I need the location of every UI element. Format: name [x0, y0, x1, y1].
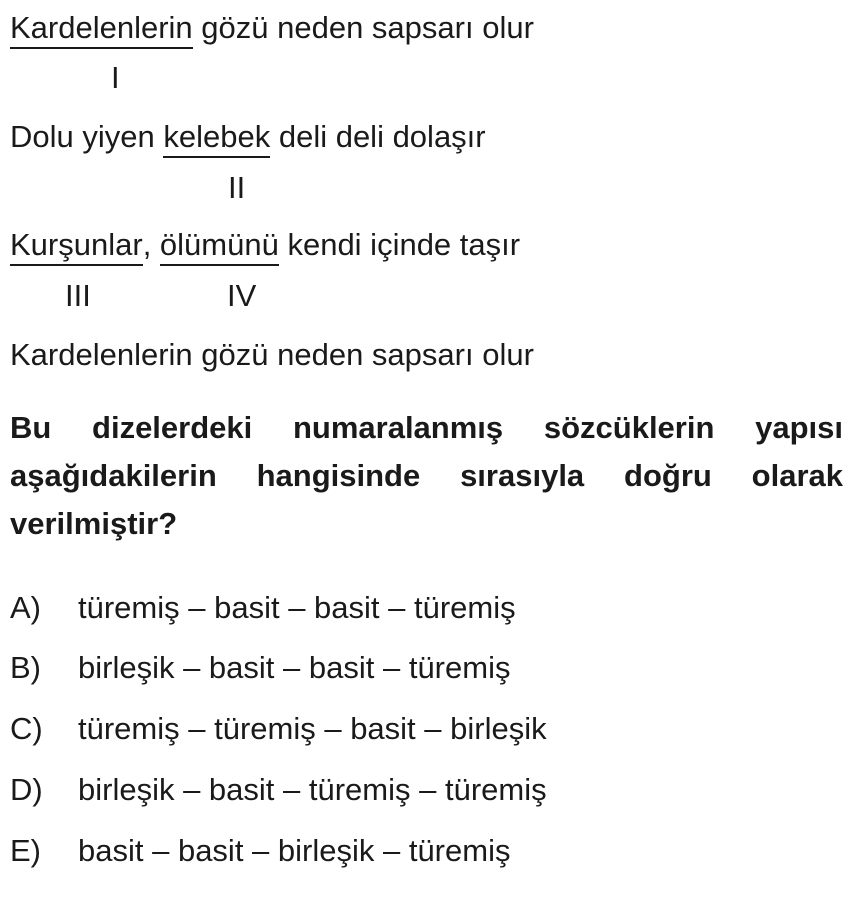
poem-line-3 — [10, 229, 520, 266]
poem-line-4: Kardelenlerin gözü neden sapsarı olur — [10, 337, 534, 372]
numeral-4: IV — [227, 278, 257, 313]
underlined-word-3: Kurşunlar — [10, 229, 143, 266]
underlined-word-4: ölümünü — [160, 229, 279, 266]
option-text: basit – basit – birleşik – türemiş — [78, 833, 511, 868]
numeral-2: II — [228, 170, 246, 205]
option-letter: C) — [10, 711, 43, 746]
option-text: türemiş – basit – basit – türemiş — [78, 590, 516, 625]
numeral-1: I — [111, 60, 120, 95]
option-text: türemiş – türemiş – basit – birleşik — [78, 711, 547, 746]
poem-line-3-rest: kendi içinde taşır — [278, 227, 521, 262]
option-e[interactable] — [10, 835, 510, 866]
poem-line-3-sep: , — [142, 227, 160, 262]
underlined-word-1: Kardelenlerin — [10, 12, 193, 49]
option-letter: D) — [10, 772, 43, 807]
option-b[interactable] — [10, 652, 510, 683]
numeral-3: III — [65, 278, 91, 313]
option-letter: B) — [10, 650, 41, 685]
poem-line-1 — [10, 12, 534, 49]
option-d[interactable] — [10, 774, 547, 805]
option-letter: A) — [10, 590, 41, 625]
poem-line-1-rest: gözü neden sapsarı olur — [192, 10, 534, 45]
option-text: birleşik – basit – türemiş – türemiş — [78, 772, 547, 807]
option-c[interactable] — [10, 713, 547, 744]
underlined-word-2: kelebek — [163, 121, 270, 158]
option-text: birleşik – basit – basit – türemiş — [78, 650, 511, 685]
option-a[interactable] — [10, 592, 516, 623]
poem-line-2 — [10, 121, 486, 158]
option-letter: E) — [10, 833, 41, 868]
poem-line-2-rest: deli deli dolaşır — [270, 119, 486, 154]
poem-line-2-pre: Dolu yiyen — [10, 119, 164, 154]
question-text: Bu dizelerdeki numaralanmış sözcüklerin yapısı aşağıdakilerin hangisinde sırasıyla doğru olarak verilmiştir? — [10, 410, 843, 541]
